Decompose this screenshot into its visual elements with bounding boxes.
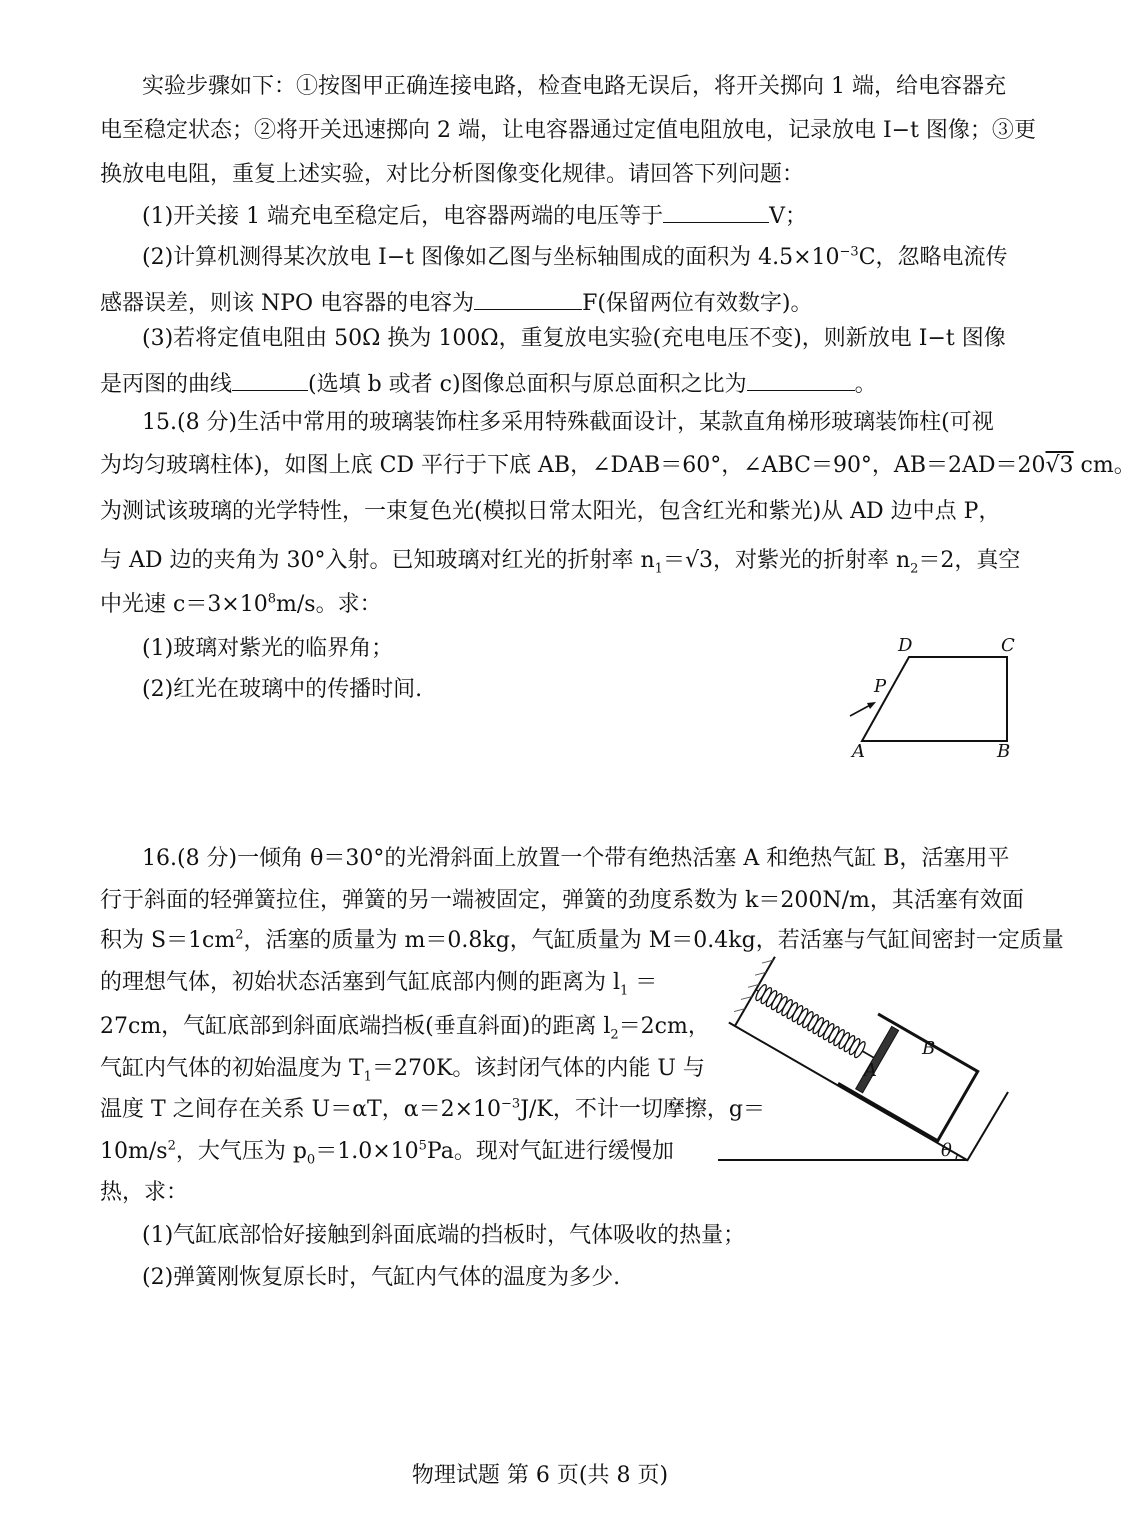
label-D: D <box>898 635 913 656</box>
trapezoid-outline <box>862 657 1007 741</box>
incline-assembly <box>728 951 1008 1160</box>
q16-line-5: 27cm，气缸底部到斜面底端挡板(垂直斜面)的距离 $l_2=2cm$， <box>100 1014 710 1043</box>
q14-part3-line2: 是丙图的曲线 (选填 b 或者 c)图像总面积与原总面积之比为 。 <box>100 368 877 400</box>
label-P: P <box>874 676 887 697</box>
q16-sub-2: (2)弹簧刚恢复原长时，气缸内气体的温度为多少. <box>142 1265 621 1290</box>
incline-figure <box>712 974 1032 1170</box>
intro-line-1: 实验步骤如下：①按图甲正确连接电路，检查电路无误后，将开关掷向 1 端，给电容器充 <box>142 74 1006 99</box>
q16-line-7: 温度 T 之间存在关系 U＝αT，$\alpha=2\times 10^{-3}J/K$，不计一切摩擦，g＝ <box>100 1096 765 1122</box>
page-footer: 物理试题 第 6 页(共 8 页) <box>411 1463 669 1488</box>
piston-A <box>856 1026 899 1092</box>
q16-line-8: $10m/s^2$，大气压为 $p_0=1.0\times 10^5Pa$。现对气缸进行缓慢加 <box>100 1138 674 1168</box>
label-A: A <box>864 1060 877 1081</box>
q16-line-1: 16.(8 分)一倾角 θ＝30°的光滑斜面上放置一个带有绝热活塞 A 和绝热气缸 B，活塞用平 <box>142 846 1010 871</box>
q14-part2-line2: 感器误差，则该 NPO 电容器的电容为 F(保留两位有效数字)。 <box>100 287 813 319</box>
q14-part2-line1: (2)计算机测得某次放电 I−t 图像如乙图与坐标轴围成的面积为 $4.5\times 10^{-3}C$，忽略电流传 <box>142 244 1008 270</box>
q15-line-1: 15.(8 分)生活中常用的玻璃装饰柱多采用特殊截面设计，某款直角梯形玻璃装饰柱(可视 <box>142 410 994 435</box>
q16-line-9: 热，求： <box>100 1180 189 1205</box>
trapezoid-figure <box>840 632 1030 762</box>
answer-blank-area-ratio[interactable] <box>747 368 855 391</box>
piston-rod <box>862 1051 873 1058</box>
ray-arrow-icon <box>867 702 876 709</box>
q14-part1: (1)开关接 1 端充电至稳定后，电容器两端的电压等于 V； <box>142 200 807 232</box>
spring-anchor-wall <box>735 957 775 1026</box>
label-B: B <box>997 741 1011 762</box>
q16-line-3: 积为 $S=1cm^2$，活塞的质量为 m＝0.8kg，气缸质量为 M＝0.4kg，若活塞与气缸间密封一定质量 <box>100 927 1064 953</box>
label-theta: θ <box>941 1140 952 1161</box>
answer-blank-capacitance[interactable] <box>474 287 582 310</box>
answer-blank-curve[interactable] <box>232 368 308 391</box>
q16-sub-1: (1)气缸底部恰好接触到斜面底端的挡板时，气体吸收的热量； <box>142 1223 746 1248</box>
q16-line-4: 的理想气体，初始状态活塞到气缸底部内侧的距离为 $l_1$ ＝ <box>100 970 658 999</box>
q15-line-3: 为测试该玻璃的光学特性，一束复色光(模拟日常太阳光，包含红光和紫光)从 AD 边中点 P， <box>100 499 1001 524</box>
label-B: B <box>922 1038 936 1059</box>
answer-blank-voltage[interactable] <box>663 200 769 223</box>
q15-line-2: 为均匀玻璃柱体)，如图上底 CD 平行于下底 AB，∠DAB＝60°，∠ABC＝90°，AB＝2AD＝20√3 cm。 <box>100 453 1136 478</box>
q15-line-5: 中光速 $c=3\times 10^8m/s$。求： <box>100 591 382 617</box>
cylinder-B <box>838 1014 978 1141</box>
q14-part3-line1: (3)若将定值电阻由 50Ω 换为 100Ω，重复放电实验(充电电压不变)，则新放电 I−t 图像 <box>142 326 1006 351</box>
bottom-barrier <box>967 1092 1008 1161</box>
q16-line-6: 气缸内气体的初始温度为 $T_1=270K$。该封闭气体的内能 U 与 <box>100 1056 705 1085</box>
intro-line-3: 换放电电阻，重复上述实验，对比分析图像变化规律。请回答下列问题： <box>100 162 805 187</box>
q16-line-2: 行于斜面的轻弹簧拉住，弹簧的另一端被固定，弹簧的劲度系数为 k＝200N/m，其活塞有效面 <box>100 888 1024 913</box>
intro-line-2: 电至稳定状态；②将开关迅速掷向 2 端，让电容器通过定值电阻放电，记录放电 I−t 图像；③更 <box>100 118 1036 143</box>
q15-sub-2: (2)红光在玻璃中的传播时间. <box>142 677 423 702</box>
q15-sub-1: (1)玻璃对紫光的临界角； <box>142 636 394 661</box>
q15-line-4: 与 AD 边的夹角为 30°入射。已知玻璃对红光的折射率 $n_1=√3$，对紫光的折射率 $n_2=2$，真空 <box>100 548 1021 577</box>
label-A: A <box>852 741 865 762</box>
label-C: C <box>1001 635 1015 656</box>
